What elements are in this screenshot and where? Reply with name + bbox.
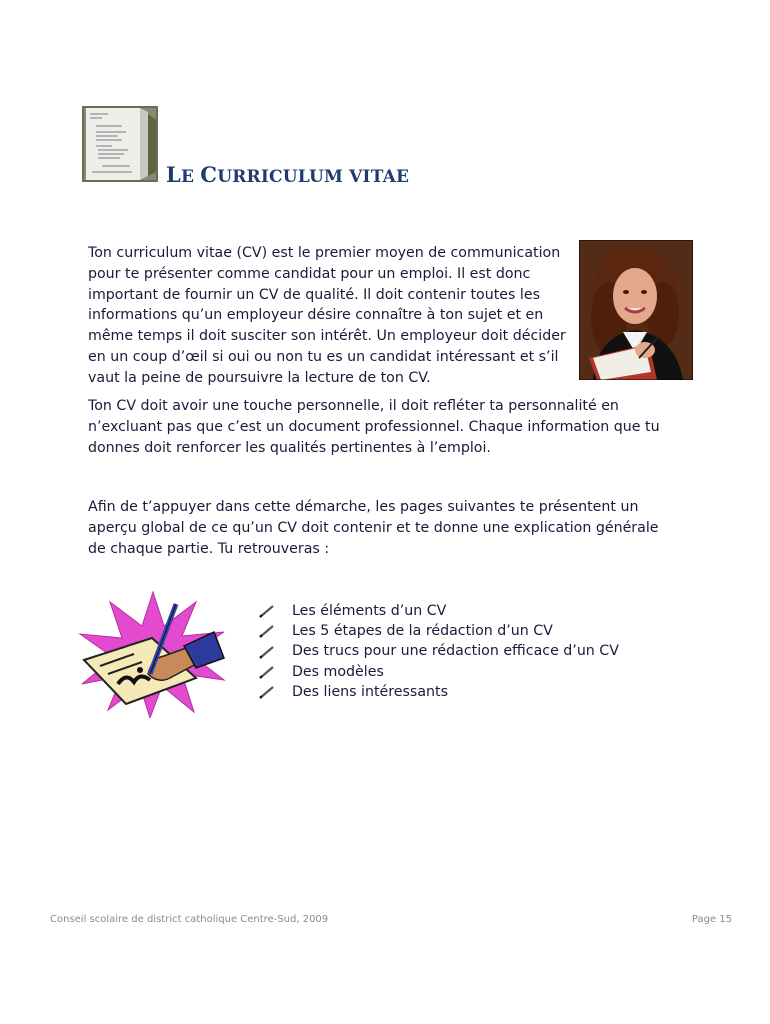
intro-paragraph xyxy=(88,243,566,389)
personality-paragraph xyxy=(88,396,660,458)
list-item xyxy=(258,601,619,621)
list-item xyxy=(258,662,619,682)
pencil-bullet-icon xyxy=(258,685,276,699)
woman-photo xyxy=(579,240,693,380)
text-line: Ton CV doit avoir une touche personnelle, il doit refléter ta personnalité en xyxy=(88,398,619,414)
text-line: de chaque partie. Tu retrouveras : xyxy=(88,540,330,557)
cv-document-image xyxy=(82,106,158,182)
text-line: informations qu’un employeur désire connaître à ton sujet et en xyxy=(88,307,544,324)
signing-document-clipart xyxy=(78,588,228,718)
overview-paragraph xyxy=(88,497,659,559)
list-item-label: Des trucs pour une rédaction efficace d’un CV xyxy=(292,643,619,660)
text-line: même temps il doit susciter son intérêt. Un employeur doit décider xyxy=(88,328,566,345)
list-item xyxy=(258,621,619,641)
chapter-list xyxy=(258,601,619,702)
text-line: vaut la peine de poursuivre la lecture de ton CV. xyxy=(88,369,431,386)
text-line: Afin de t’appuyer dans cette démarche, les pages suivantes te présentent un xyxy=(88,499,639,515)
page-title: LE CURRICULUM VITAE xyxy=(166,162,410,187)
pencil-bullet-icon xyxy=(258,604,276,618)
list-item-label: Les éléments d’un CV xyxy=(292,603,447,619)
list-item xyxy=(258,682,619,702)
text-line: donnes doit renforcer les qualités pertinentes à l’emploi. xyxy=(88,439,491,456)
text-line: important de fournir un CV de qualité. Il doit contenir toutes les xyxy=(88,286,540,303)
footer-page-number: Page 15 xyxy=(691,914,732,925)
list-item-label: Des modèles xyxy=(292,663,384,680)
list-item-label: Les 5 étapes de la rédaction d’un CV xyxy=(292,623,553,640)
list-item xyxy=(258,641,619,661)
pencil-bullet-icon xyxy=(258,665,276,679)
text-line: en un coup d’œil si oui ou non tu es un candidat intéressant et s’il xyxy=(88,348,559,365)
text-line: aperçu global de ce qu’un CV doit contenir et te donne une explication générale xyxy=(88,519,659,536)
list-item-label: Des liens intéressants xyxy=(292,683,448,700)
text-line: n’excluant pas que c’est un document professionnel. Chaque information que tu xyxy=(88,418,660,435)
pencil-bullet-icon xyxy=(258,645,276,659)
text-line: Ton curriculum vitae (CV) est le premier moyen de communication xyxy=(88,245,561,261)
footer-organization: Conseil scolaire de district catholique Centre-Sud, 2009 xyxy=(50,914,329,925)
text-line: pour te présenter comme candidat pour un emploi. Il est donc xyxy=(88,265,531,282)
pencil-bullet-icon xyxy=(258,624,276,638)
